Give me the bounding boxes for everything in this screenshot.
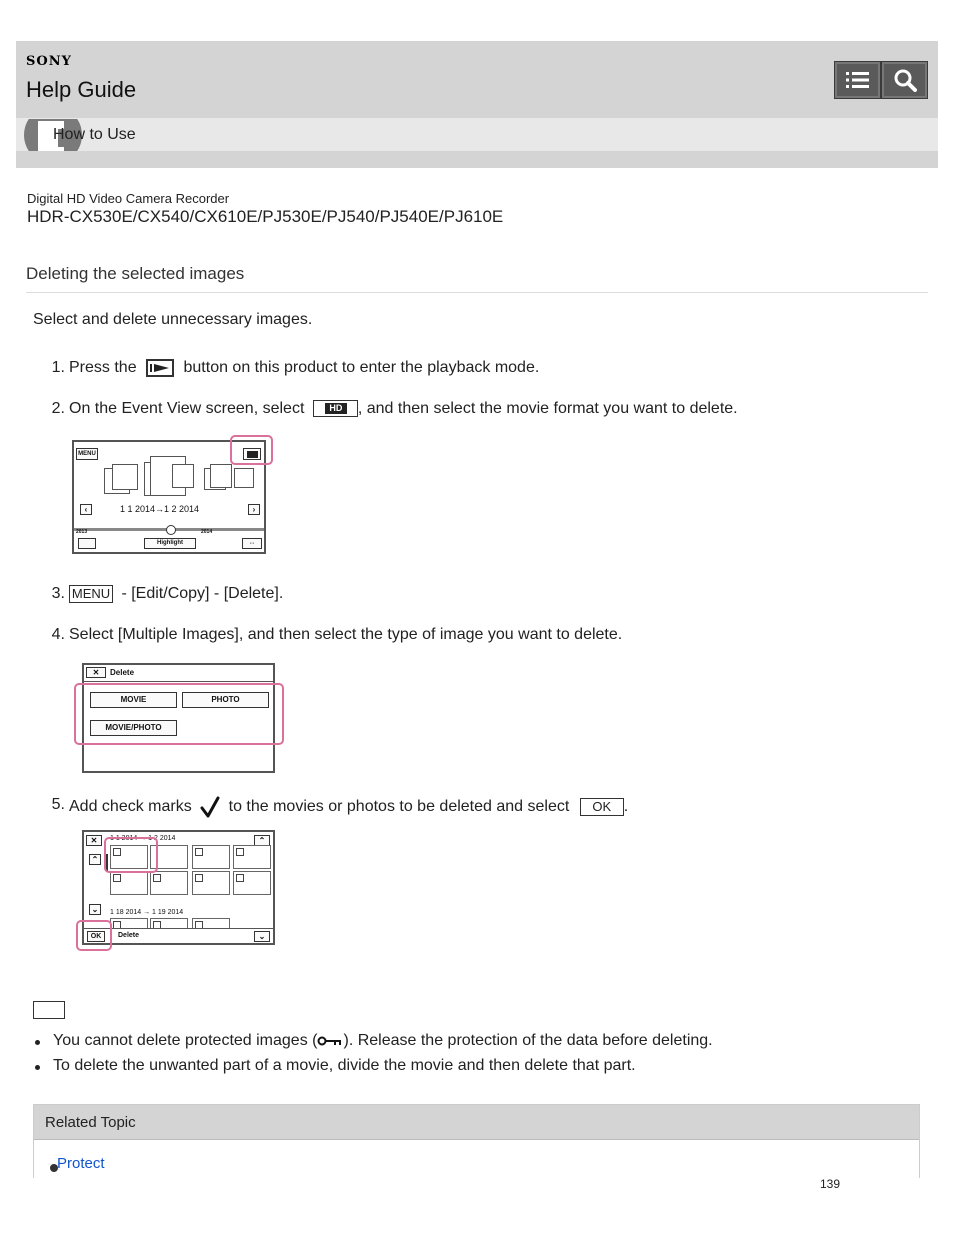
page-title: Deleting the selected images [26,264,245,283]
note-icon [33,1001,65,1019]
step-number: 5. [51,796,65,813]
brand-logo: SONY [26,54,72,69]
checkbox [113,874,121,882]
toc-button[interactable] [834,61,881,99]
bullet-dot [35,1065,40,1070]
page-number: 139 [820,1177,841,1191]
event-thumbnail [172,464,194,488]
timeline-year-left: 2013 [76,529,88,535]
checkbox [195,848,203,856]
movie-option: MOVIE [90,692,177,708]
scroll-up-icon: ⌃ [89,854,101,865]
event-thumbnail [112,464,138,490]
hd-key-label: HD [325,403,347,414]
step-number: 1. [51,359,65,376]
step-text: On the Event View screen, select [69,400,305,417]
next-arrow-icon: › [248,504,260,515]
related-topic-panel [33,1104,920,1178]
step-text: , and then select the movie format you want to delete. [357,400,738,417]
timeline-slider [166,525,176,535]
intro-text: Select and delete unnecessary images. [33,311,313,328]
delete-label: Delete [118,932,140,939]
playback-key-icon [146,359,174,377]
product-models: HDR-CX530E/CX540/CX610E/PJ530E/PJ540/PJ540E/PJ610E [27,207,504,226]
movie-photo-option: MOVIE/PHOTO [90,720,177,736]
search-button[interactable] [881,61,928,99]
prev-arrow-icon: ‹ [80,504,92,515]
step-text: Add check marks [69,798,192,816]
highlight-checked-thumbnail [104,837,158,873]
thumbnail-cell [150,871,188,895]
list-icon [845,69,871,91]
highlight-button: Highlight [144,538,196,549]
swap-icon: ⇔ [242,538,262,549]
related-topic-heading: Related Topic [45,1114,136,1131]
step-text: to the movies or photos to be deleted and select [228,798,570,816]
step-text: Press the [69,359,137,377]
delete-title: Delete [110,668,135,677]
step-number: 2. [51,400,65,417]
checkbox [236,848,244,856]
protect-key-icon [317,1035,343,1047]
step-text: - [Edit/Copy] - [Delete]. [121,585,284,603]
ok-button: OK [87,931,105,942]
photo-option: PHOTO [182,692,269,708]
step-number: 4. [51,626,65,643]
close-icon: ✕ [86,667,106,678]
related-topic-header [34,1105,919,1140]
date-range-top: 1 1 2014 → 1 2 2014 [110,835,176,842]
thumbnail-cell [192,871,230,895]
step-number: 3. [51,585,65,602]
highlight-type-options [74,683,284,745]
note-item [53,1032,713,1050]
search-icon [893,68,917,92]
checkmark-icon [200,796,220,818]
thumbnail-cell [192,918,230,928]
page-down-icon: ⌄ [254,931,270,942]
note-text: You cannot delete protected images ( [53,1032,318,1049]
thumbnail-cell [192,845,230,869]
thumbnail-cell [233,845,271,869]
highlight-hd-button [230,435,273,465]
event-date-range: 1 1 2014→1 2 2014 [120,504,200,514]
note-item: To delete the unwanted part of a movie, divide the movie and then delete that part. [53,1057,636,1074]
timeline-year-right: 2014 [201,529,213,535]
close-icon: ✕ [86,835,102,846]
breadcrumb-how-to-use[interactable]: How to Use [53,126,136,143]
menu-button: MENU [76,448,98,460]
checkbox [195,874,203,882]
hd-format-key-icon [313,400,358,417]
thumbnail-cell [110,918,148,928]
site-title[interactable]: Help Guide [26,77,137,102]
bullet-dot [35,1040,40,1045]
step-text: button on this product to enter the playback mode. [183,359,540,377]
thumbnail-cell [233,871,271,895]
event-thumbnail [210,464,232,488]
protect-link[interactable]: Protect [57,1155,105,1172]
menu-key: MENU [69,585,113,603]
date-range-bottom: 1 18 2014 → 1 19 2014 [110,909,184,916]
thumbnail-cell [150,918,188,928]
breadcrumb-band [16,118,938,151]
divider [26,292,928,293]
product-subtitle: Digital HD Video Camera Recorder [27,191,230,206]
scroll-down-icon: ⌄ [89,904,101,915]
checkbox [236,874,244,882]
highlight-ok-button [76,920,112,951]
event-thumbnail [234,468,254,488]
step-text: . [623,798,629,816]
page-up-icon: ⌃ [254,835,270,846]
checkbox [153,874,161,882]
header-bar [16,41,938,168]
note-text: ). Release the protection of the data before deleting. [343,1032,713,1049]
thumbnail-cell [110,871,148,895]
camera-mode-button [78,538,96,549]
step-text: Select [Multiple Images], and then select the type of image you want to delete. [69,626,623,643]
ok-key: OK [580,798,624,816]
